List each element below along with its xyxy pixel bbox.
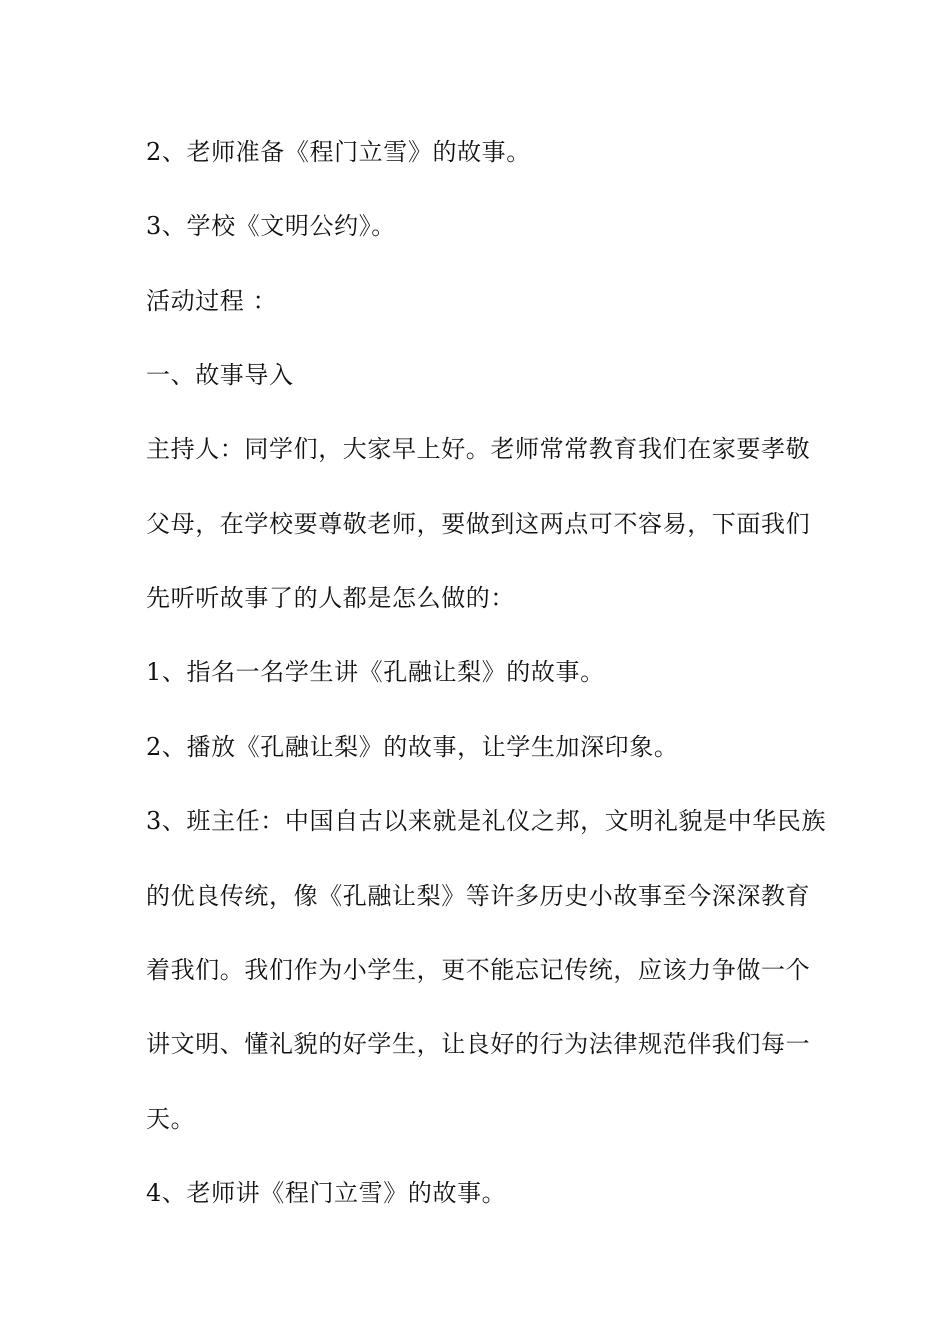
text-line: 1、指名一名学生讲《孔融让梨》的故事。 xyxy=(146,658,605,686)
text-line: 2、老师准备《程门立雪》的故事。 xyxy=(146,138,531,166)
text-line: 主持人：同学们，大家早上好。老师常常教育我们在家要孝敬 xyxy=(146,435,811,463)
text-line: 3、学校《文明公约》。 xyxy=(146,212,396,240)
text-line: 4、老师讲《程门立雪》的故事。 xyxy=(146,1179,507,1207)
text-line: 先听听故事了的人都是怎么做的： xyxy=(146,584,515,612)
text-line: 2、播放《孔融让梨》的故事，让学生加深印象。 xyxy=(146,733,679,761)
text-line: 讲文明、懂礼貌的好学生，让良好的行为法律规范伴我们每一 xyxy=(146,1030,811,1058)
text-line: 父母，在学校要尊敬老师，要做到这两点可不容易，下面我们 xyxy=(146,510,811,538)
text-line: 的优良传统，像《孔融让梨》等许多历史小故事至今深深教育 xyxy=(146,882,811,910)
section-heading: 活动过程 ： xyxy=(146,287,278,315)
section-heading: 一、故事导入 xyxy=(146,361,294,389)
text-line: 着我们。我们作为小学生，更不能忘记传统，应该力争做一个 xyxy=(146,956,811,984)
text-line: 天。 xyxy=(146,1105,196,1133)
text-line: 3、班主任：中国自古以来就是礼仪之邦，文明礼貌是中华民族 xyxy=(146,807,827,835)
